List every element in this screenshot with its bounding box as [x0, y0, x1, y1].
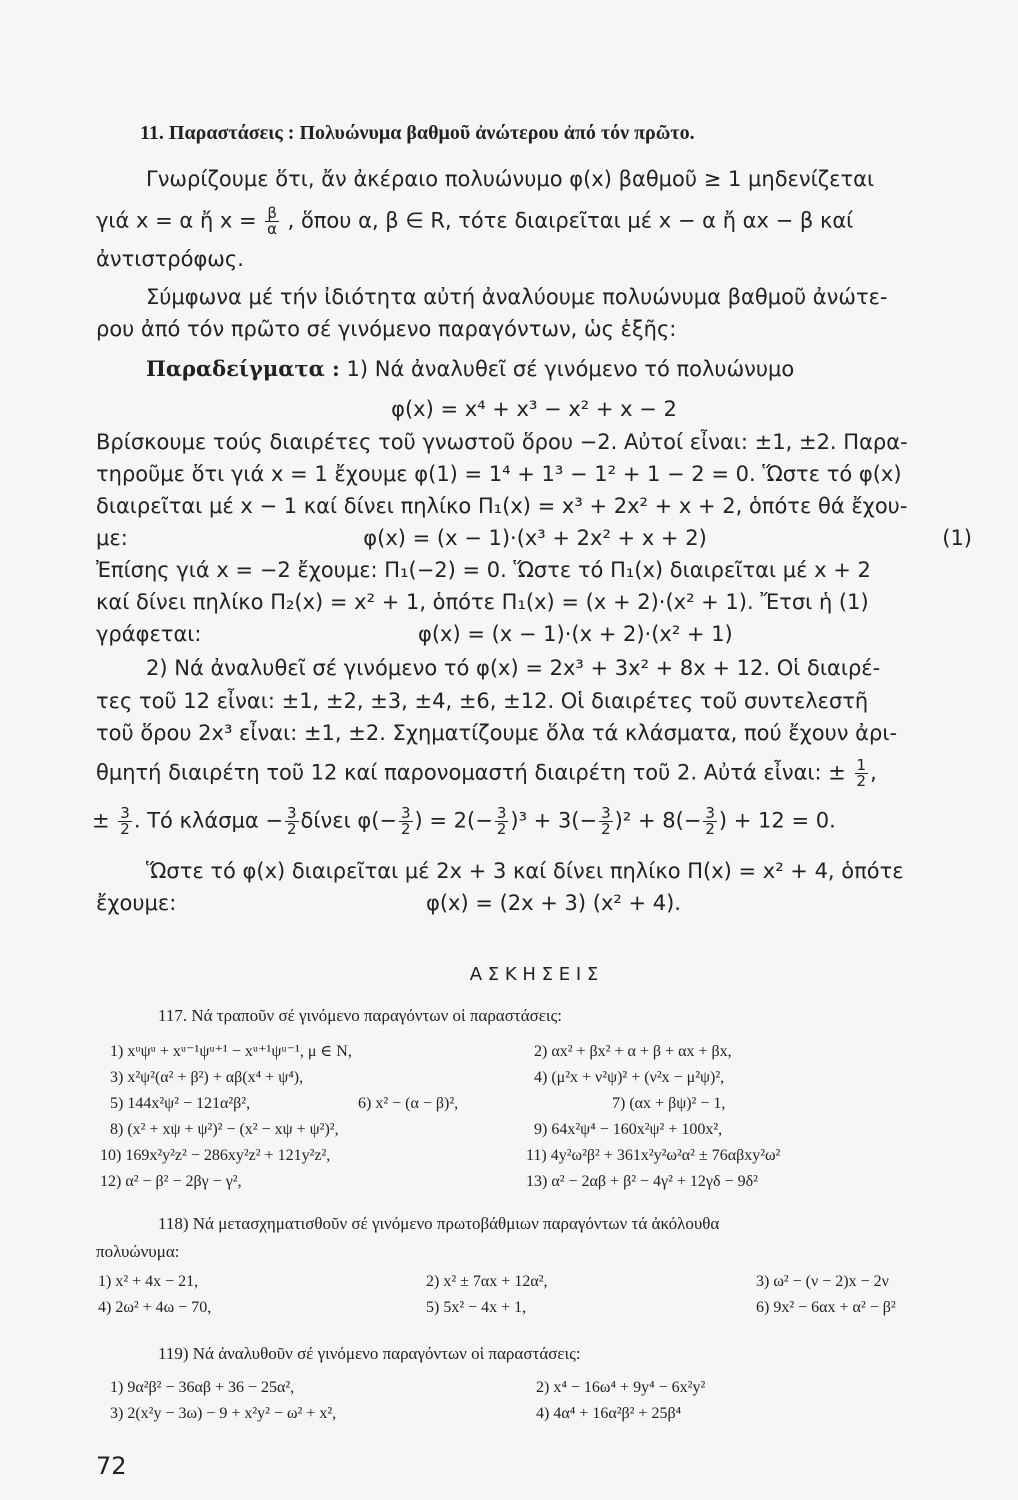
examples-label: Παραδείγματα : — [146, 356, 340, 381]
example-line-7a: γράφεται: — [96, 622, 202, 646]
intro-line-3: ἀντιστρόφως. — [96, 247, 244, 271]
section-heading: 11. Παραστάσεις : Πολυώνυμα βαθμοῦ ἀνώτερου ἀπό τόν πρῶτο. — [140, 122, 695, 144]
example-line-13a: ἔχουμε: — [96, 891, 177, 915]
exercise-117-item-8: 8) (x² + xψ + ψ²)² − (x² − xψ + ψ²)², — [110, 1121, 339, 1138]
example-line-11: ± $\frac{3}{2}$ . Τό κλάσμα − $\frac{3}{2}$ δίνει φ(− $\frac{3}{2}$ ) = 2(− $\frac{3}{2}$ )³ + 3(− $\frac{3}{2}$ )² + 8(− $\frac{3}{2}$ ) + 12 = 0. — [92, 804, 836, 838]
intro-line-2a: γιά x = α ἤ x = — [96, 208, 257, 233]
equation-factored-1: φ(x) = (x − 1)·(x³ + 2x² + x + 2) — [363, 526, 707, 550]
exercise-117-item-4: 4) (μ²x + ν²ψ)² + (ν²x − μ²ψ)², — [534, 1069, 725, 1086]
example-line-4 — [96, 525, 972, 551]
exercise-117-item-9: 9) 64x²ψ⁴ − 160x²ψ² + 100x², — [534, 1121, 723, 1138]
exercise-119-item-3: 3) 2(x²y − 3ω) − 9 + x²y² − ω² + x², — [110, 1405, 337, 1422]
exercise-117-item-7: 7) (αx + βψ)² − 1, — [612, 1095, 726, 1112]
exercise-117-item-1: 1) xᵘψᵘ + xᵘ⁻¹ψᵘ⁺¹ − xᵘ⁺¹ψᵘ⁻¹, μ ∈ N, — [110, 1043, 352, 1060]
exercise-119-item-2: 2) x⁴ − 16ω⁴ + 9y⁴ − 6x²y² — [536, 1379, 706, 1396]
intro-line-5: ρου ἀπό τόν πρῶτο σέ γινόμενο παραγόντων, ὡς ἑξῆς: — [96, 317, 677, 341]
example-line-12: Ὥστε τό φ(x) διαιρεῖται μέ 2x + 3 καί δίνει πηλίκο Π(x) = x² + 4, ὁπότε — [146, 859, 904, 883]
exercise-119-item-1: 1) 9α²β² − 36αβ + 36 − 25α², — [110, 1379, 295, 1396]
exercise-117-item-12: 12) α² − β² − 2βγ − γ², — [100, 1173, 242, 1190]
example-line-4a: με: — [96, 526, 128, 550]
example-line-10a: θμητή διαιρέτη τοῦ 12 καί παρονομαστή διαιρέτη τοῦ 2. Αὐτά εἶναι: ± — [96, 760, 846, 785]
exercise-117-item-11: 11) 4y²ω²β² + 361x²y²ω²α² ± 76αβxy²ω² — [526, 1147, 781, 1164]
intro-line-2b: , ὅπου α, β ∈ R, τότε διαιρεῖται μέ x − α ἤ αx − β καί — [287, 208, 854, 233]
exercise-117-item-3: 3) x²ψ²(α² + β²) + αβ(x⁴ + ψ⁴), — [110, 1069, 304, 1086]
example-1-text: 1) Νά ἀναλυθεῖ σέ γινόμενο τό πολυώνυμο — [346, 357, 795, 381]
exercise-119-item-4: 4) 4α⁴ + 16α²β² + 25β⁴ — [536, 1405, 682, 1422]
intro-line-2 — [96, 206, 972, 237]
equation-factored-3: φ(x) = (2x + 3) (x² + 4). — [426, 891, 681, 915]
equation-1: φ(x) = x⁴ + x³ − x² + x − 2 — [391, 397, 677, 421]
exercise-117-heading: 117. Νά τραποῦν σέ γινόμενο παραγόντων οἱ παραστάσεις: — [158, 1006, 562, 1025]
intro-line-4: Σύμφωνα μέ τήν ἰδιότητα αὐτή ἀναλύουμε πολυώνυμα βαθμοῦ ἀνώτε- — [146, 285, 888, 309]
equation-number-1: (1) — [942, 526, 972, 550]
exercise-118-item-6: 6) 9x² − 6αx + α² − β² — [756, 1299, 896, 1316]
exercises-title: Α Σ Κ Η Σ Ε Ι Σ — [469, 964, 599, 985]
exercise-118-item-3: 3) ω² − (ν − 2)x − 2ν — [756, 1273, 889, 1290]
fraction-beta-alpha: $\frac{\beta}{\alpha}$ — [267, 204, 278, 238]
example-line-2: τηροῦμε ὅτι γιά x = 1 ἔχουμε φ(1) = 1⁴ + 1³ − 1² + 1 − 2 = 0. Ὥστε τό φ(x) — [96, 462, 902, 486]
exercise-118-item-4: 4) 2ω² + 4ω − 70, — [98, 1299, 212, 1316]
example-line-1: Βρίσκουμε τούς διαιρέτες τοῦ γνωστοῦ ὅρου −2. Αὐτοί εἶναι: ±1, ±2. Παρα- — [96, 430, 908, 454]
example-line-8: τες τοῦ 12 εἶναι: ±1, ±2, ±3, ±4, ±6, ±12. Οἱ διαιρέτες τοῦ συντελεστῆ — [96, 689, 869, 713]
example-line-13 — [96, 890, 972, 916]
example-line-3: διαιρεῖται μέ x − 1 καί δίνει πηλίκο Π₁(x) = x³ + 2x² + x + 2, ὁπότε θά ἔχου- — [96, 494, 908, 518]
example-2-intro: 2) Νά ἀναλυθεῖ σέ γινόμενο τό φ(x) = 2x³ + 3x² + 8x + 12. Οἱ διαιρέ- — [146, 656, 881, 680]
exercise-118-item-5: 5) 5x² − 4x + 1, — [426, 1299, 527, 1316]
exercise-117-item-6: 6) x² − (α − β)², — [358, 1095, 459, 1112]
exercise-118-item-2: 2) x² ± 7αx + 12α², — [426, 1273, 548, 1290]
example-line-10: θμητή διαιρέτη τοῦ 12 καί παρονομαστή διαιρέτη τοῦ 2. Αὐτά εἶναι: ± $\frac{1}{2}$ , — [96, 756, 877, 790]
equation-factored-2: φ(x) = (x − 1)·(x + 2)·(x² + 1) — [418, 622, 733, 646]
exercise-117-item-10: 10) 169x²y²z² − 286xy²z² + 121y²z², — [100, 1147, 331, 1164]
exercise-119-heading: 119) Νά ἀναλυθοῦν σέ γινόμενο παραγόντων οἱ παραστάσεις: — [158, 1344, 581, 1363]
exercise-118-item-1: 1) x² + 4x − 21, — [98, 1273, 199, 1290]
exercise-118-heading-2: πολυώνυμα: — [96, 1242, 180, 1261]
example-line-5: Ἐπίσης γιά x = −2 ἔχουμε: Π₁(−2) = 0. Ὥστε τό Π₁(x) διαιρεῖται μέ x + 2 — [96, 558, 871, 582]
intro-line-1: Γνωρίζουμε ὅτι, ἄν ἀκέραιο πολυώνυμο φ(x) βαθμοῦ ≥ 1 μηδενίζεται — [146, 167, 875, 191]
exercise-117-item-5: 5) 144x²ψ² − 121α²β², — [110, 1095, 251, 1112]
exercise-117-item-13: 13) α² − 2αβ + β² − 4γ² + 12γδ − 9δ² — [526, 1173, 758, 1190]
example-line-7 — [96, 621, 972, 647]
fraction-one-half: $\frac{1}{2}$ — [856, 756, 867, 790]
example-line-6: καί δίνει πηλίκο Π₂(x) = x² + 1, ὁπότε Π₁(x) = (x + 2)·(x² + 1). Ἔτσι ἡ (1) — [96, 590, 869, 614]
exercise-117-item-2: 2) αx² + βx² + α + β + αx + βx, — [534, 1043, 732, 1060]
example-line-9: τοῦ ὅρου 2x³ εἶναι: ±1, ±2. Σχηματίζουμε ὅλα τά κλάσματα, πού ἔχουν ἀρι- — [96, 721, 898, 745]
exercise-118-heading-1: 118) Νά μετασχηματισθοῦν σέ γινόμενο πρωτοβάθμιων παραγόντων τά ἀκόλουθα — [158, 1214, 720, 1233]
page-number: 72 — [96, 1452, 127, 1480]
example-1-intro — [146, 356, 972, 382]
